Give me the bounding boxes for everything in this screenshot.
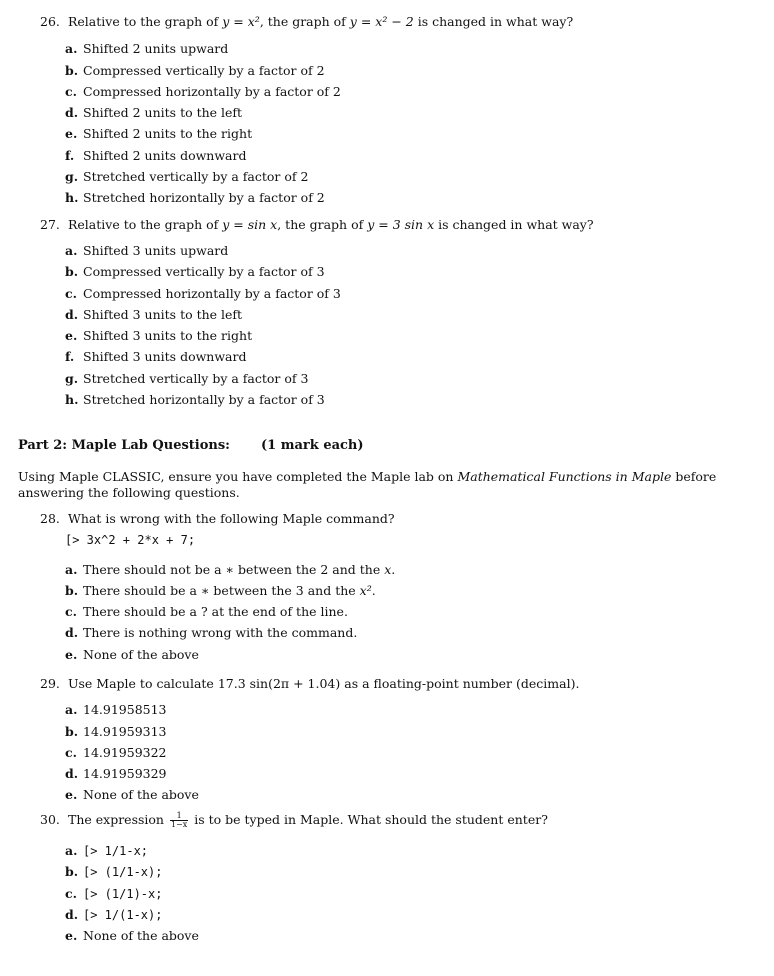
option-label: a.	[65, 843, 78, 858]
option-math: x	[384, 562, 392, 577]
question-number: 26.	[40, 14, 60, 29]
section-title: Part 2: Maple Lab Questions:	[18, 438, 230, 453]
equation: y = sin x	[222, 217, 278, 232]
stem-text: Relative to the graph of	[67, 14, 219, 29]
option-label: c.	[65, 745, 77, 760]
option-label: d.	[65, 307, 79, 322]
option-label: e.	[65, 126, 78, 141]
option-30e[interactable]	[65, 928, 199, 943]
option-text-end: .	[391, 562, 396, 577]
stem-text: , the graph of	[277, 217, 364, 232]
option-label: b.	[65, 63, 79, 78]
question-27-stem	[40, 217, 594, 232]
option-text-end: .	[371, 583, 376, 598]
option-text: Compressed vertically by a factor of 2	[83, 63, 325, 78]
section-heading	[18, 438, 364, 453]
option-text: Shifted 2 units to the left	[83, 105, 243, 120]
option-label: h.	[65, 392, 79, 407]
option-text: Compressed horizontally by a factor of 3	[83, 286, 341, 301]
option-label: a.	[65, 702, 78, 717]
option-26f[interactable]	[65, 148, 246, 163]
option-29b[interactable]	[65, 724, 167, 739]
stem-text: The expression	[67, 812, 164, 827]
option-label: a.	[65, 243, 78, 258]
option-text: There should be a ∗ between the 3 and the	[83, 583, 356, 598]
code-snippet: [> 3x^2 + 2*x + 7;	[65, 533, 196, 547]
option-text: None of the above	[83, 647, 199, 662]
option-29a[interactable]	[65, 702, 167, 717]
option-label: d.	[65, 766, 79, 781]
question-number: 28.	[40, 511, 60, 526]
intro-lab-title: Mathematical Functions in Maple	[457, 469, 672, 484]
stem-text: is changed in what way?	[417, 14, 574, 29]
stem-text: Use Maple to calculate	[67, 676, 214, 691]
question-26-stem	[40, 14, 573, 29]
fraction	[170, 812, 188, 829]
option-text: 14.91958513	[83, 702, 167, 717]
option-label: b.	[65, 724, 79, 739]
option-label: f.	[65, 148, 75, 163]
option-text: Stretched horizontally by a factor of 3	[83, 392, 325, 407]
option-math: x²	[359, 583, 372, 598]
equation: y = 3 sin x	[367, 217, 435, 232]
option-text: None of the above	[83, 787, 199, 802]
option-text: Stretched horizontally by a factor of 2	[83, 190, 325, 205]
question-30-stem	[40, 812, 548, 829]
option-28a[interactable]	[65, 562, 395, 577]
option-27b[interactable]	[65, 264, 325, 279]
option-label: f.	[65, 349, 75, 364]
question-28-stem	[40, 511, 395, 526]
option-text: Shifted 2 units to the right	[83, 126, 253, 141]
option-label: g.	[65, 169, 79, 184]
option-label: b.	[65, 583, 79, 598]
option-27a[interactable]	[65, 243, 228, 258]
question-number: 27.	[40, 217, 60, 232]
option-27e[interactable]	[65, 328, 252, 343]
section-marks: (1 mark each)	[261, 438, 364, 453]
option-text: Stretched vertically by a factor of 3	[83, 371, 309, 386]
option-text: Stretched vertically by a factor of 2	[83, 169, 309, 184]
option-text: 14.91959313	[83, 724, 167, 739]
stem-text: What is wrong with the following Maple command?	[67, 511, 395, 526]
option-26e[interactable]	[65, 126, 252, 141]
option-text: Shifted 3 units downward	[83, 349, 247, 364]
fraction-numerator: 1	[170, 812, 188, 821]
option-text: There is nothing wrong with the command.	[83, 625, 358, 640]
option-label: h.	[65, 190, 79, 205]
option-29d[interactable]	[65, 766, 167, 781]
option-26c[interactable]	[65, 84, 341, 99]
option-26h[interactable]	[65, 190, 325, 205]
option-text: 14.91959322	[83, 745, 167, 760]
question-29-stem	[40, 676, 579, 691]
option-27c[interactable]	[65, 286, 341, 301]
option-text: Shifted 2 units downward	[83, 148, 247, 163]
option-27d[interactable]	[65, 307, 242, 322]
option-26b[interactable]	[65, 63, 325, 78]
option-28b[interactable]	[65, 583, 376, 598]
question-number: 29.	[40, 676, 60, 691]
option-text: There should be a ? at the end of the line.	[83, 604, 348, 619]
equation: y = x²	[222, 14, 260, 29]
option-label: d.	[65, 625, 79, 640]
fraction-denominator: 1−x	[170, 820, 188, 829]
option-26a[interactable]	[65, 41, 228, 56]
stem-text: is changed in what way?	[438, 217, 594, 232]
stem-text: Relative to the graph of	[67, 217, 219, 232]
option-30a[interactable]	[65, 843, 148, 858]
option-label: c.	[65, 886, 77, 901]
option-28d[interactable]	[65, 625, 357, 640]
option-26g[interactable]	[65, 169, 308, 184]
option-text: Shifted 3 units to the left	[83, 307, 243, 322]
option-text: There should not be a ∗ between the 2 and the	[83, 562, 381, 577]
option-label: c.	[65, 286, 77, 301]
option-text: Compressed vertically by a factor of 3	[83, 264, 325, 279]
option-code: [> (1/1)-x;	[83, 887, 163, 901]
option-label: b.	[65, 264, 79, 279]
option-30c[interactable]	[65, 886, 162, 901]
option-28e[interactable]	[65, 647, 199, 662]
intro-text: before answering the following questions.	[18, 469, 717, 500]
option-text: Shifted 2 units upward	[83, 41, 229, 56]
option-label: c.	[65, 84, 77, 99]
option-text: Shifted 3 units upward	[83, 243, 229, 258]
option-label: e.	[65, 928, 78, 943]
option-label: d.	[65, 105, 79, 120]
option-code: [> (1/1-x);	[83, 865, 163, 879]
option-label: e.	[65, 647, 78, 662]
option-30b[interactable]	[65, 864, 162, 879]
option-label: b.	[65, 864, 79, 879]
option-label: e.	[65, 787, 78, 802]
option-27h[interactable]	[65, 392, 325, 407]
option-label: a.	[65, 562, 78, 577]
option-30d[interactable]	[65, 907, 162, 922]
stem-text: as a floating-point number (decimal).	[344, 676, 580, 691]
intro-text: Using Maple CLASSIC, ensure you have completed the Maple lab on	[18, 469, 454, 484]
option-code: [> 1/1-x;	[83, 844, 149, 858]
option-label: c.	[65, 604, 77, 619]
option-text: None of the above	[83, 928, 199, 943]
question-number: 30.	[40, 812, 60, 827]
option-27g[interactable]	[65, 371, 308, 386]
option-text: Compressed horizontally by a factor of 2	[83, 84, 341, 99]
stem-text: is to be typed in Maple. What should the student enter?	[194, 812, 548, 827]
option-29c[interactable]	[65, 745, 167, 760]
expression: 17.3 sin(2π + 1.04)	[217, 676, 341, 691]
option-label: d.	[65, 907, 79, 922]
stem-text: , the graph of	[259, 14, 346, 29]
option-label: e.	[65, 328, 78, 343]
option-26d[interactable]	[65, 105, 242, 120]
section-intro	[18, 469, 758, 501]
equation: y = x² − 2	[349, 14, 414, 29]
option-code: [> 1/(1-x);	[83, 908, 163, 922]
option-29e[interactable]	[65, 787, 199, 802]
option-label: a.	[65, 41, 78, 56]
option-text: Shifted 3 units to the right	[83, 328, 253, 343]
option-label: g.	[65, 371, 79, 386]
option-text: 14.91959329	[83, 766, 167, 781]
option-27f[interactable]	[65, 349, 246, 364]
option-28c[interactable]	[65, 604, 348, 619]
